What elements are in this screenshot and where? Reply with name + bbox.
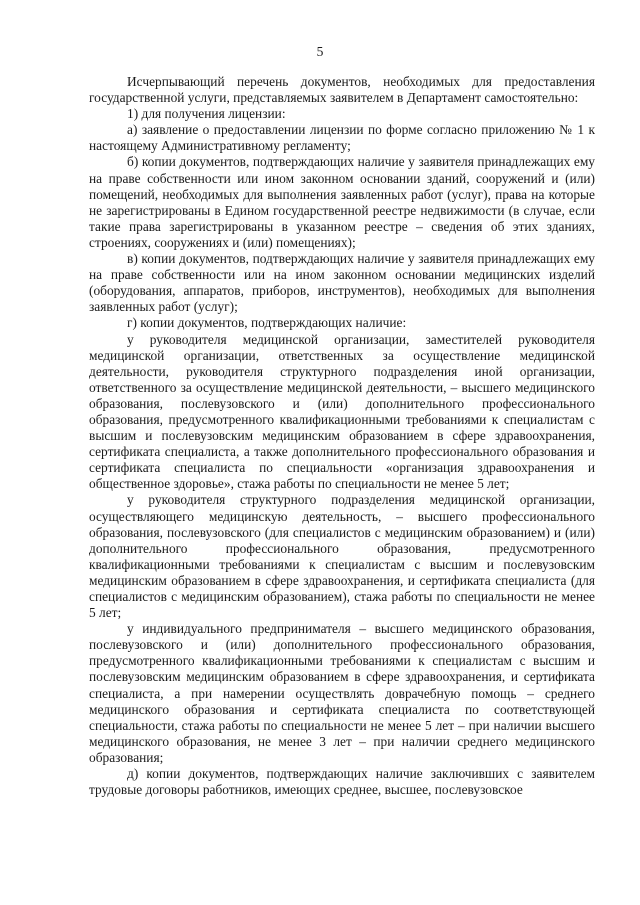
- item-g-head-requirements: у руководителя медицинской организации, заместителей руководителя медицинской организации, ответственных за осуществление медицинской деятельности, руководителя структурного подразделения иной организации, ответственного за осуществление медицинской деятельности, – высшего медицинского образования, послевузовского и (или) дополнительного профессионального образования, предусмотренного квалификационными требованиями к специалистам с высшим и послевузовским медицинским образованием в сфере здравоохранения, сертификата специалиста, а также дополнительного профессионального образования и сертификата специалиста по специальности «организация здравоохранения и общественное здоровье», стажа работы по специальности не менее 5 лет;: [89, 331, 595, 492]
- item-a-paragraph: а) заявление о предоставлении лицензии по форме согласно приложению № 1 к настоящему Административному регламенту;: [89, 122, 595, 154]
- item-d-paragraph: д) копии документов, подтверждающих наличие заключивших с заявителем трудовые договоры работников, имеющих среднее, высшее, послевузовское: [89, 766, 595, 798]
- page-number: 5: [316, 44, 324, 59]
- item-1-heading: 1) для получения лицензии:: [127, 106, 286, 122]
- document-body: [89, 74, 595, 798]
- item-g-entrepreneur-requirements: у индивидуального предпринимателя – высшего медицинского образования, послевузовского и (или) дополнительного профессионального образования, предусмотренного квалификационными требованиями к специалистам с высшим и послевузовским медицинским образованием в сфере здравоохранения, и сертификата специалиста, а при намерении осуществлять доврачебную помощь – среднего медицинского образования и сертификата специалиста по соответствующей специальности, стажа работы по специальности не менее 5 лет – при наличии высшего медицинского образования, не менее 3 лет – при наличии среднего медицинского образования;: [89, 621, 595, 765]
- intro-paragraph: Исчерпывающий перечень документов, необходимых для предоставления государственной услуги, представляемых заявителем в Департамент самостоятельно:: [89, 74, 595, 106]
- item-g-heading: г) копии документов, подтверждающих наличие:: [127, 315, 407, 331]
- item-b-paragraph: б) копии документов, подтверждающих наличие у заявителя принадлежащих ему на праве собственности или ином законном основании зданий, сооружений и (или) помещений, необходимых для выполнения заявленных работ (услуг), права на которые не зарегистрированы в Едином государственной реестре недвижимости (в случае, если такие права зарегистрированы в указанном реестре – сведения об этих зданиях, строениях, сооружениях и (или) помещениях);: [89, 154, 595, 250]
- item-g-department-head-requirements: у руководителя структурного подразделения медицинской организации, осуществляющего медицинскую деятельность, – высшего профессионального образования, послевузовского (для специалистов с медицинским образованием) и (или) дополнительного профессионального образования, предусмотренного квалификационными требованиями к специалистам с высшим и послевузовским медицинским образованием в сфере здравоохранения, и сертификата специалиста (для специалистов с медицинским образованием), стажа работы по специальности не менее 5 лет;: [89, 492, 595, 621]
- item-v-paragraph: в) копии документов, подтверждающих наличие у заявителя принадлежащих ему на праве собственности или на ином законном основании медицинских изделий (оборудования, аппаратов, приборов, инструментов), необходимых для выполнения заявленных работ (услуг);: [89, 251, 595, 315]
